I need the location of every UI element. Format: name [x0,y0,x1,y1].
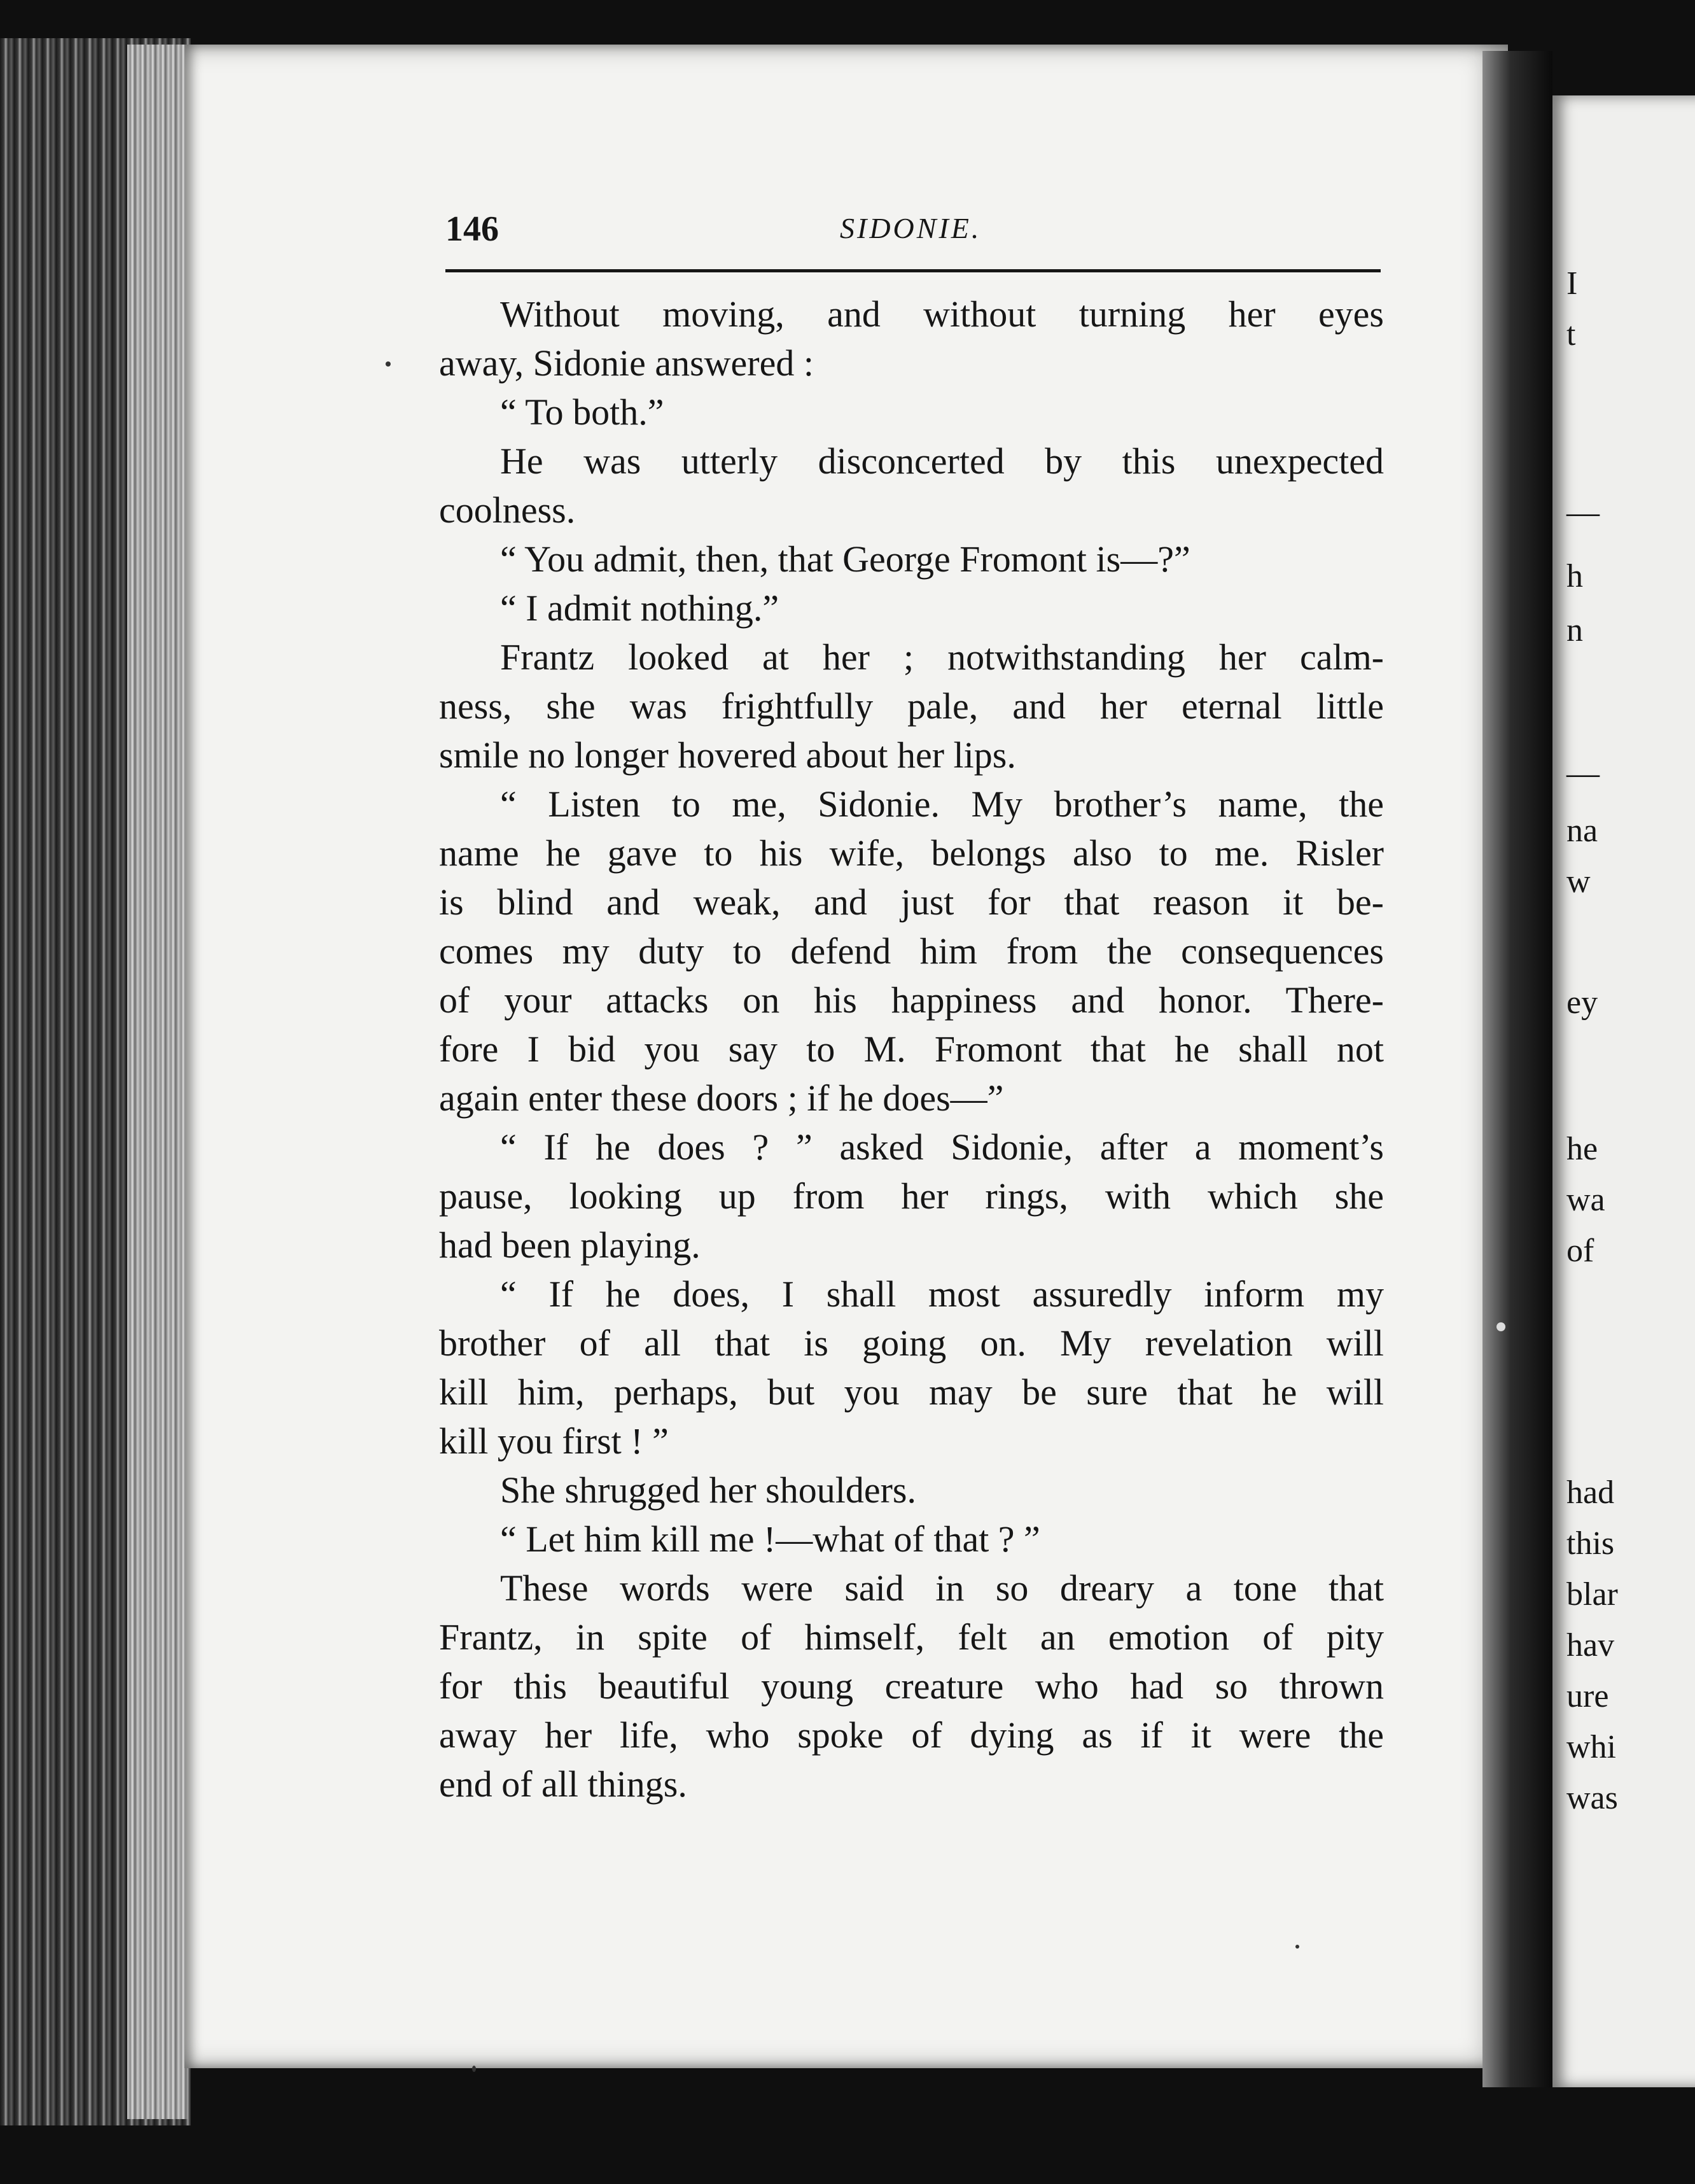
text-line: pause, looking up from her rings, with which she [439,1175,1384,1217]
text-line: “ You admit, then, that George Fromont is—?” [500,538,1190,580]
text-line: end of all things. [439,1763,687,1805]
facing-page-text-fragment: hav [1566,1627,1615,1663]
text-line: “ I admit nothing.” [500,587,779,629]
text-line: “ If he does ? ” asked Sidonie, after a moment’s [500,1126,1384,1168]
book-gutter [1482,51,1552,2087]
text-line: ness, she was frightfully pale, and her eternal little [439,685,1384,727]
facing-page-text-fragment: h [1566,558,1583,594]
page-edge-highlight [127,45,188,2119]
text-line: coolness. [439,489,576,531]
facing-page-text-fragment: — [1566,494,1600,531]
facing-page-text-fragment: w [1566,864,1591,900]
text-line: “ To both.” [500,391,664,433]
text-line: smile no longer hovered about her lips. [439,734,1016,776]
text-line: “ If he does, I shall most assuredly inform my [500,1273,1384,1315]
text-line: again enter these doors ; if he does—” [439,1077,1004,1119]
page-body-text [439,290,1384,1809]
facing-page-text-fragment: was [1566,1780,1618,1816]
facing-page-text-fragment: blar [1566,1576,1618,1613]
text-line: comes my duty to defend him from the consequences [439,930,1384,972]
text-line: brother of all that is going on. My revelation will [439,1322,1384,1364]
facing-page-text-fragment: had [1566,1474,1615,1511]
text-line: “ Let him kill me !—what of that ? ” [500,1518,1040,1560]
text-line: is blind and weak, and just for that reason it be- [439,881,1384,923]
facing-page-text-fragment: n [1566,612,1583,648]
facing-page-text-fragment: ure [1566,1678,1609,1714]
scan-speck [386,361,391,367]
text-line: These words were said in so dreary a tone that [500,1567,1384,1609]
scan-speck [472,2066,476,2072]
facing-page-text-fragment: — [1566,755,1600,792]
scan-speck [1496,1322,1505,1331]
text-line: kill you first ! ” [439,1420,669,1462]
text-line: Frantz looked at her ; notwithstanding her calm- [500,636,1384,678]
text-line: He was utterly disconcerted by this unexpected [500,440,1384,482]
text-line: for this beautiful young creature who had so thrown [439,1665,1384,1707]
text-line: Frantz, in spite of himself, felt an emotion of pity [439,1616,1384,1658]
page-number: 146 [445,209,499,249]
facing-page-text-fragment: wa [1566,1182,1605,1218]
facing-page-text-fragment: whi [1566,1729,1616,1765]
text-line: fore I bid you say to M. Fromont that he shall not [439,1028,1384,1070]
running-title: SIDONIE. [840,212,982,244]
facing-page-text-fragment: this [1566,1525,1615,1562]
facing-page-text-fragment: t [1566,316,1576,353]
text-line: Without moving, and without turning her eyes [500,293,1384,335]
text-line: name he gave to his wife, belongs also to me. Risler [439,832,1384,874]
text-line: away her life, who spoke of dying as if it were the [439,1714,1384,1756]
text-line: away, Sidonie answered : [439,342,814,384]
facing-page-text-fragment: na [1566,813,1598,849]
running-header [445,202,1381,272]
facing-page-text-fragment: of [1566,1233,1594,1269]
scan-speck [1295,1945,1299,1949]
facing-page-fragment [1552,95,1695,2087]
facing-page-text-fragment: ey [1566,984,1598,1021]
text-line: of your attacks on his happiness and honor. There- [439,979,1384,1021]
facing-page-text-fragment: he [1566,1131,1598,1167]
text-line: “ Listen to me, Sidonie. My brother’s name, the [500,783,1384,825]
facing-page-text-fragment: I [1566,265,1578,302]
text-line: kill him, perhaps, but you may be sure that he will [439,1371,1384,1413]
text-line: had been playing. [439,1224,701,1266]
text-line: She shrugged her shoulders. [500,1469,917,1511]
